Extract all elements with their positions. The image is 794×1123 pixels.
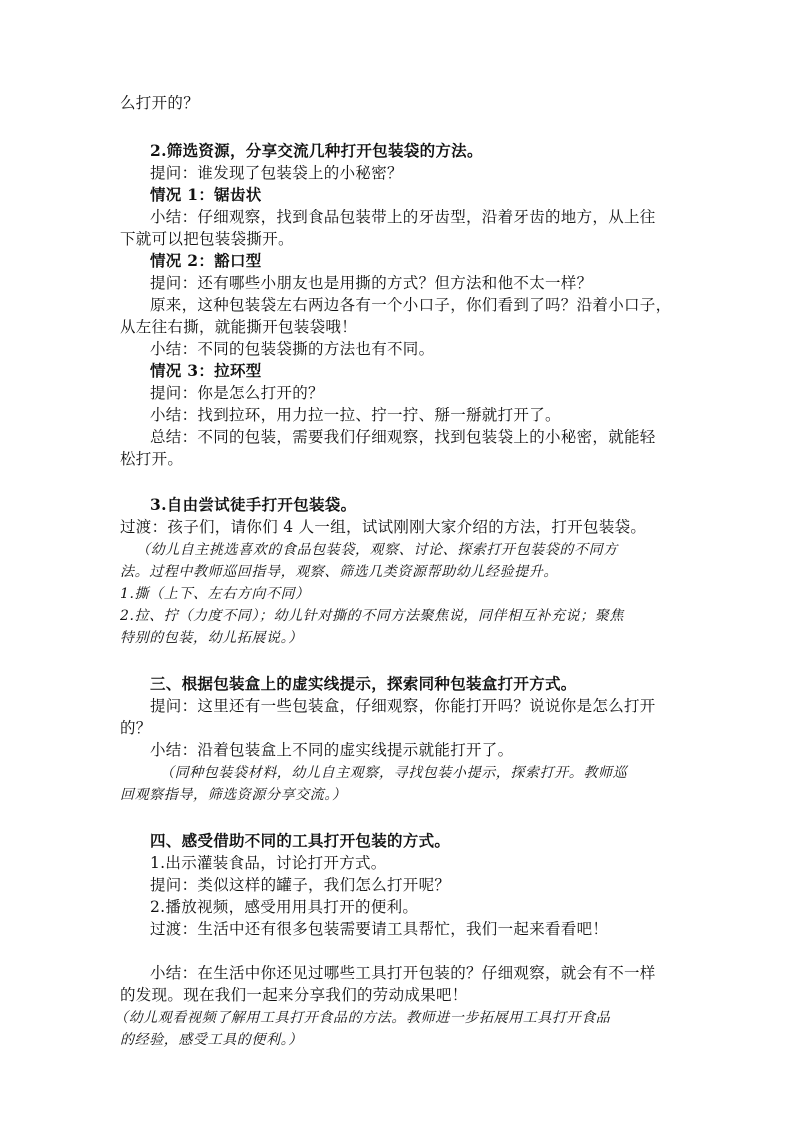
section-heading: 三、根据包装盒上的虚实线提示，探索同种包装盒打开方式。 [150, 674, 577, 693]
note-line: （同种包装袋材料，幼儿自主观察，寻找包装小提示，探索打开。教师巡 [160, 765, 628, 781]
note-line: 1.撕（上下、左右方向不同） [120, 586, 310, 602]
text-line: 过渡：生活中还有很多包装需要请工具帮忙，我们一起来看看吧！ [150, 920, 609, 938]
text-line: 从左往右撕，就能撕开包装袋哦！ [120, 318, 358, 336]
text-line: 的发现。现在我们一起来分享我们的劳动成果吧！ [120, 986, 468, 1004]
text-line: 小结：在生活中你还见过哪些工具打开包装的？仔细观察，就会有不一样 [150, 964, 656, 982]
note-line: （幼儿观看视频了解用工具打开食品的方法。教师进一步拓展用工具打开食品 [114, 1010, 611, 1026]
text-line: 小结：仔细观察，找到食品包装带上的牙齿型，沿着牙齿的地方，从上往 [150, 208, 656, 226]
text-line: 1.出示灌装食品，讨论打开方式。 [150, 854, 387, 872]
text-line: 提问：谁发现了包装袋上的小秘密？ [150, 164, 403, 182]
text-line: 小结：找到拉环，用力拉一拉、拧一拧、掰一掰就打开了。 [150, 406, 561, 424]
text-line: 2.播放视频，感受用用具打开的便利。 [150, 898, 419, 916]
text-line: 提问：还有哪些小朋友也是用撕的方式？但方法和他不太一样？ [150, 274, 593, 292]
text-line: 原来，这种包装袋左右两边各有一个小口子，你们看到了吗？沿着小口子， [150, 296, 672, 314]
text-line: 小结：不同的包装袋撕的方法也有不同。 [150, 340, 435, 358]
text-line: 提问：你是怎么打开的？ [150, 384, 324, 402]
note-line: 特别的包装，幼儿拓展说。） [120, 630, 303, 646]
case-heading: 情况 1：锯齿状 [150, 185, 262, 204]
section-heading: 2.筛选资源，分享交流几种打开包装袋的方法。 [150, 141, 483, 160]
text-line: 小结：沿着包装盒上不同的虚实线提示就能打开了。 [150, 741, 514, 759]
text-line: 总结：不同的包装，需要我们仔细观察，找到包装袋上的小秘密，就能轻 [150, 428, 656, 446]
note-line: 的经验，感受工具的便利。） [120, 1032, 303, 1048]
text-line: 下就可以把包装袋撕开。 [120, 230, 294, 248]
note-line: 2.拉、拧（力度不同）；幼儿针对撕的不同方法聚焦说，同伴相互补充说；聚焦 [120, 608, 624, 624]
text-line: 松打开。 [120, 450, 184, 468]
case-heading: 情况 2：豁口型 [150, 251, 262, 270]
section-heading: 3.自由尝试徒手打开包装袋。 [150, 495, 357, 514]
note-line: （幼儿自主挑选喜欢的食品包装袋，观察、讨论、探索打开包装袋的不同方 [136, 542, 618, 558]
text-line: 提问：这里还有一些包装盒，仔细观察，你能打开吗？说说你是怎么打开 [150, 697, 656, 715]
section-heading: 四、感受借助不同的工具打开包装的方式。 [150, 831, 451, 850]
text-line: 的？ [120, 719, 152, 737]
text-line: 过渡：孩子们，请你们 4 人一组，试试刚刚大家介绍的方法，打开包装袋。 [120, 518, 647, 536]
case-heading: 情况 3：拉环型 [150, 361, 262, 380]
note-line: 回观察指导，筛选资源分享交流。） [120, 787, 347, 803]
note-line: 法。过程中教师巡回指导，观察、筛选几类资源帮助幼儿经验提升。 [120, 564, 558, 580]
text-line: 提问：类似这样的罐子，我们怎么打开呢？ [150, 876, 451, 894]
text-line: 么打开的？ [120, 94, 200, 112]
